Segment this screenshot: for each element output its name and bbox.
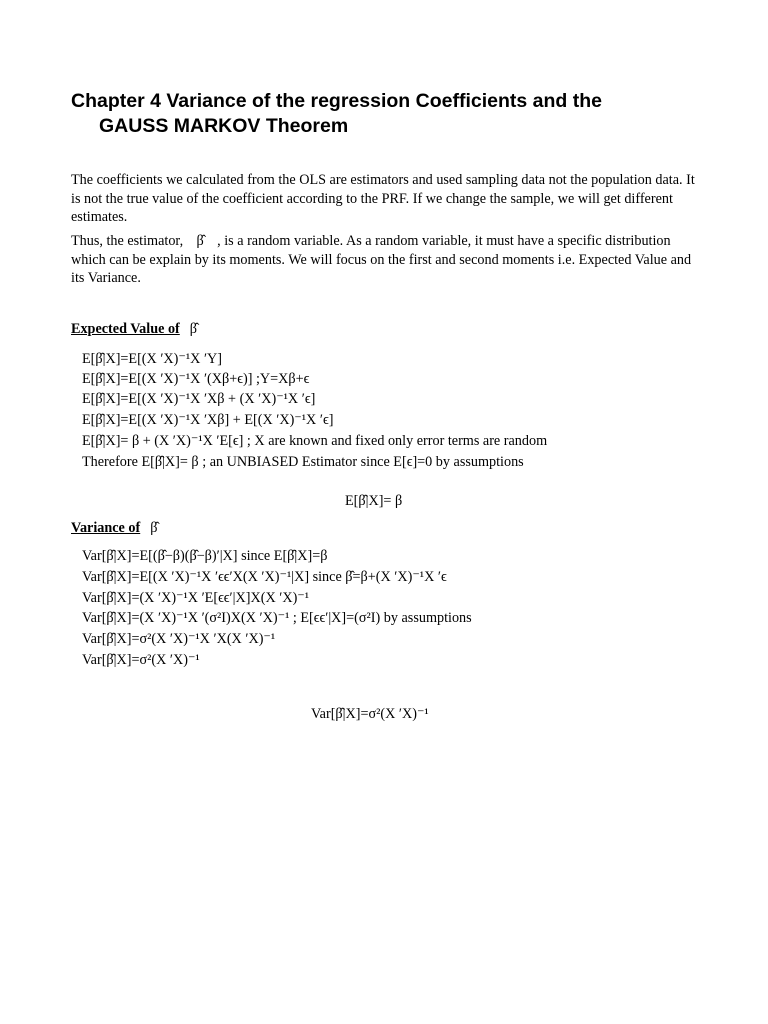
variance-heading [71,519,157,537]
variance-equation-1: Var[β̂|X]=E[(β̂−β)(β̂−β)′|X] since E[β̂|X]=β [82,548,328,564]
variance-equation-4: Var[β̂|X]=(X ′X)⁻¹X ′(σ²I)X(X ′X)⁻¹ ; E[ϵϵ′|X]=(σ²I) by assumptions [82,610,472,626]
expected-equation-1: E[β̂|X]=E[(X ′X)⁻¹X ′Y] [82,351,223,367]
expected-value-heading [71,320,197,338]
variance-heading-symbol: β̂ [150,520,158,536]
variance-equation-2: Var[β̂|X]=E[(X ′X)⁻¹X ′ϵϵ′X(X ′X)⁻¹|X] since β̂=β+(X ′X)⁻¹X ′ϵ [82,569,447,585]
variance-equation-6: Var[β̂|X]=σ²(X ′X)⁻¹ [82,652,200,668]
chapter-title-line-2: GAUSS MARKOV Theorem [99,115,349,137]
expected-equation-2: E[β̂|X]=E[(X ′X)⁻¹X ′(Xβ+ϵ)] ;Y=Xβ+ϵ [82,371,310,387]
expected-equation-3: E[β̂|X]=E[(X ′X)⁻¹X ′Xβ + (X ′X)⁻¹X ′ϵ] [82,391,316,407]
expected-value-heading-symbol: β̂ [189,321,197,337]
variance-equation-3: Var[β̂|X]=(X ′X)⁻¹X ′E[ϵϵ′|X]X(X ′X)⁻¹ [82,590,310,606]
expected-value-heading-text: Expected Value of [71,321,180,337]
variance-result: Var[β̂|X]=σ²(X ′X)⁻¹ [311,706,429,722]
expected-equation-4: E[β̂|X]=E[(X ′X)⁻¹X ′Xβ] + E[(X ′X)⁻¹X ′ϵ] [82,412,334,428]
variance-equation-5: Var[β̂|X]=σ²(X ′X)⁻¹X ′X(X ′X)⁻¹ [82,631,276,647]
intro-paragraph: The coefficients we calculated from the OLS are estimators and used sampling data not the population data. It is not the true value of the coefficient according to the PRF. If we change the sample, we will get different estimates. [71,172,695,225]
estimator-paragraph-end: , is a random variable. As a random variable, it must have a specific distribution which can be explain by its moments. We will focus on the first and second moments i.e. Expected Value and its Variance. [71,233,692,286]
estimator-paragraph-start: Thus, the estimator, [71,233,184,249]
expected-equation-6: Therefore E[β̂|X]= β ; an UNBIASED Estimator since E[ϵ]=0 by assumptions [82,454,524,470]
variance-heading-text: Variance of [71,520,141,536]
expected-equation-5: E[β̂|X]= β + (X ′X)⁻¹X ′E[ϵ] ; X are known and fixed only error terms are random [82,433,548,449]
chapter-title-line-1: Chapter 4 Variance of the regression Coefficients and the [71,90,602,112]
expected-value-result: E[β̂|X]= β [345,493,403,509]
chapter-title [71,89,711,139]
estimator-paragraph [71,232,701,288]
beta-hat-symbol: β̂ [196,233,204,249]
